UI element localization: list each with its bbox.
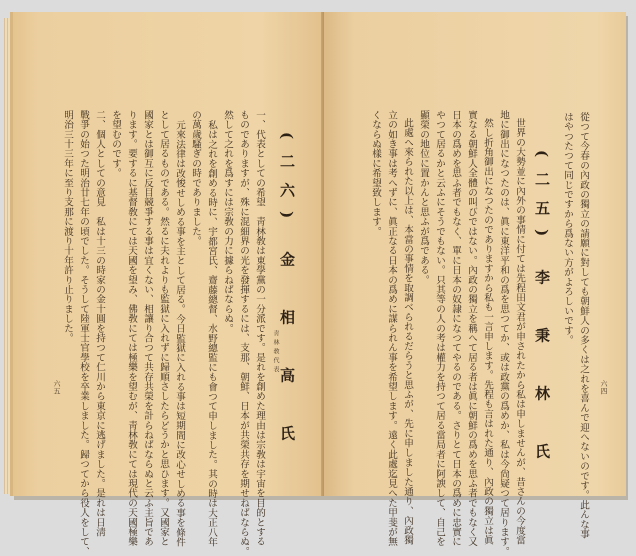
text-column: 私は之れを創める時に、宇都宮氏、齋藤總督、水野總監にも會つて申しました。其の時は大正八年	[206, 120, 217, 547]
text-column: 一、代表としての希望 靑林敎は東學黨の一分派です。是れを創めた理由は宗敎は宇宙を目的とする	[254, 110, 265, 547]
text-column: 顯榮の地位に置かんと思ふが爲である。	[418, 110, 429, 285]
text-column: として居るものである。然るに夫れよりも監獄に入れずに歸順さしたらどうかと思ひます。又國家と	[158, 110, 169, 547]
page-number: 六五	[53, 380, 61, 395]
text-column: 實なる朝鮮人全體の叫びではない。內政の獨立を稱へて居る者は眞に朝鮮の爲めを思ふ者でもなく又	[466, 110, 477, 547]
text-column: の萬歲騷ぎの時でありました。	[190, 110, 201, 246]
text-column: 此處へ來られた以上は、本當の事情を取調べられるだらうと思ふが、先に申しました通り、內政獨	[402, 118, 413, 545]
text-column: 日本の爲めを思ふ者でもなく、單に日本の奴隷になつてやるのである。さりとて日本の爲めに忠實に	[450, 110, 461, 547]
section-title-26: (二六) 金 相 高 氏	[278, 132, 296, 455]
text-column: はやつたつて同じですから爲ない方がよろしいです。	[562, 112, 573, 345]
text-column: くならぬ樣に希望致します。	[370, 110, 381, 237]
text-column: 然し折角御出になつたのでありますから私も一言申します。先程も言はれた通り、內政の獨立は眞	[482, 118, 493, 545]
open-book	[10, 12, 626, 556]
page-number: 六四	[600, 380, 608, 395]
text-column: を望むのです。	[110, 110, 121, 178]
text-column: 世界の大勢並に內外の事情に付ては先程田文君が申されたから私は申しませんが、昔さんの今度當	[514, 118, 525, 545]
text-column: 地に御出になつたのは、眞に東洋平和の爲を思つてか、或は政黨の爲めか、私は今尙疑つて居ります。	[498, 110, 509, 556]
text-column: ものでありますが、殊に混細界の光を發揮するには、支那、朝鮮、日本が共榮共存を期せねばならぬ。	[238, 110, 249, 556]
text-column: 從つて今春の內政の獨立の請願に對しても朝鮮人の多くは之れを喜んで迎へないのです。此んな事	[578, 112, 589, 539]
right-page	[324, 12, 626, 556]
text-column: ります。要するに基督敎にては天國を望み、佛敎にては極樂を望むが、靑林敎にては現代の天國極樂	[126, 110, 137, 547]
text-column: 明治三十三年に至り支那に渡り十年許り止りました。	[62, 110, 73, 343]
text-column: 戰爭の始つた明治廿七年の頃でした。そうして陸軍士官學校を卒業しました。歸つてから役人をして、	[78, 110, 89, 556]
text-column: 元來法律は改悛せしめる事を主として居る。今日監獄に入れる事は短期間に改心せしめる事を條件	[174, 120, 185, 547]
section-subtitle: 靑林敎代表	[272, 330, 279, 375]
text-column: やつて居るかと云ふにそうでもない。只其等の人の考は權力を持つて居る當局者に阿諛して、自己を	[434, 110, 445, 547]
section-title-25: (二五) 李 秉 林 氏	[533, 150, 551, 473]
text-column: 國家とは御互に反目競爭する事は宜くない、相讓り合つて共存共榮を計らねばならぬと云ふ主旨であ	[142, 110, 153, 547]
left-page	[10, 12, 324, 556]
text-column: 立の如き事は考へずに、眞正なる日本の爲めに謀られん事を希望します。遠く此處迄見へた甲斐が無	[386, 110, 397, 547]
text-column: 二、個人としての意見 私は十三の時家の金十圓を持つて仁川から東京に逃げました。是れは日淸	[94, 110, 105, 537]
text-column: 然して之れを爲すには宗敎の力に據らねばならぬ。	[222, 110, 233, 334]
